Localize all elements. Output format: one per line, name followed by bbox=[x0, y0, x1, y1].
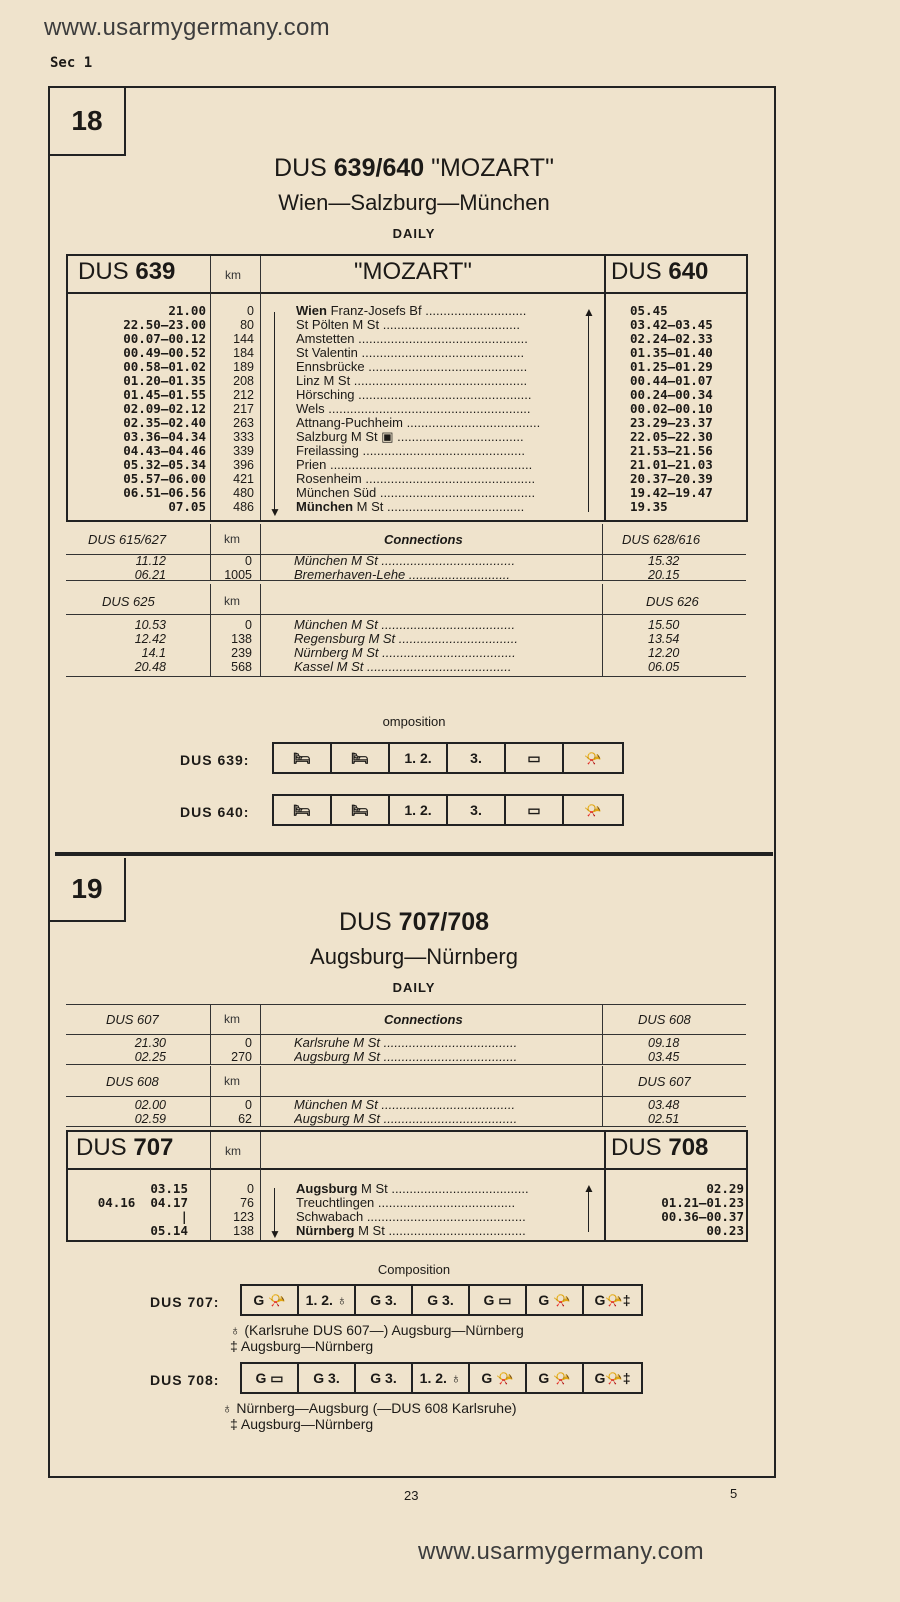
s19-right-times: 02.29 01.21—01.23 00.36—00.37 00.23 bbox=[661, 1181, 744, 1238]
s18-station-row bbox=[296, 500, 576, 514]
watermark-top: www.usarmygermany.com bbox=[44, 14, 330, 41]
s18-station-row bbox=[296, 416, 576, 430]
station-name: St Pölten M St ...................................... bbox=[296, 318, 520, 332]
s18-down-arrow-head: ▼ bbox=[269, 505, 281, 519]
coach-cell: 📯 bbox=[584, 801, 602, 818]
section-number-18: 18 bbox=[50, 88, 126, 156]
s18-station-row bbox=[296, 458, 576, 472]
s19-title: DUS 707/708 bbox=[338, 908, 490, 936]
s18-down-arrow bbox=[274, 312, 275, 512]
station-name: Rosenheim ............................................... bbox=[296, 472, 536, 486]
s18-main-table bbox=[66, 254, 748, 522]
station-name-bold: Augsburg bbox=[296, 1182, 358, 1196]
coach-cell: G 📯 bbox=[527, 1286, 584, 1314]
coach-cell: G 3. bbox=[413, 1286, 470, 1314]
s18-conn1-station-row: München M St ..................................... bbox=[294, 554, 516, 568]
s19-station-list bbox=[296, 1182, 576, 1238]
coach-cell: ▭ bbox=[506, 796, 564, 824]
s19-station-row bbox=[296, 1224, 576, 1238]
s18-conn2-right-header: DUS 626 bbox=[646, 594, 699, 609]
s18-conn2-left-times: 10.53 12.42 14.1 20.48 bbox=[134, 618, 166, 674]
s19-comp2-cars bbox=[240, 1362, 643, 1394]
s18-conn2-station-row: Nürnberg M St ..................................... bbox=[294, 646, 516, 660]
page-number: 23 bbox=[404, 1488, 419, 1503]
s18-comp2-label: DUS 640: bbox=[180, 804, 250, 820]
s18-station-row bbox=[296, 472, 576, 486]
s19-conn1-station-row: Karlsruhe M St ..................................... bbox=[294, 1036, 518, 1050]
s18-conn1-right-header: DUS 628/616 bbox=[622, 532, 701, 547]
section-label: Sec 1 bbox=[50, 55, 93, 71]
s19-connections-2 bbox=[66, 1066, 748, 1128]
s18-mid-header: "MOZART" bbox=[354, 258, 472, 285]
coach-cell: G📯‡ bbox=[594, 1369, 631, 1386]
s19-up-arrow-head: ▲ bbox=[583, 1181, 595, 1195]
s18-title: DUS 639/640 "MOZART" bbox=[274, 154, 554, 182]
s19-left-times: 03.15 04.16 04.17 | 05.14 bbox=[97, 1181, 188, 1238]
s19-km: 0 76 123 138 bbox=[233, 1182, 254, 1238]
s18-conn2-km-header: km bbox=[224, 594, 240, 608]
s18-km-header: km bbox=[225, 268, 241, 282]
s19-comp2-label: DUS 708: bbox=[150, 1372, 220, 1388]
s19-conn2-right-times: 03.48 02.51 bbox=[648, 1098, 680, 1126]
coach-cell: 🛏 bbox=[332, 796, 390, 824]
s18-station-row bbox=[296, 332, 576, 346]
s19-station-row bbox=[296, 1182, 576, 1196]
station-name: Ennsbrücke ............................................ bbox=[296, 360, 528, 374]
coach-cell: 1. 2. bbox=[390, 744, 448, 772]
s18-conn2-left-header: DUS 625 bbox=[102, 594, 155, 609]
s18-station-row bbox=[296, 346, 576, 360]
s19-conn1-stations bbox=[294, 1036, 574, 1064]
coach-cell: 3. bbox=[448, 796, 506, 824]
s18-km: 0 80 144 184 189 208 212 217 263 333 339 396 421 480 486 bbox=[233, 304, 254, 514]
coach-cell: G📯‡ bbox=[594, 1291, 631, 1308]
s18-station-list bbox=[296, 304, 576, 514]
s19-station-row bbox=[296, 1196, 576, 1210]
s18-conn1-left-header: DUS 615/627 bbox=[88, 532, 167, 547]
s18-left-times: 21.00 22.50—23.00 00.07—00.12 00.49—00.52 00.58—01.02 01.20—01.35 01.45—01.55 02.09—02.12 02.35—02.40 03.36—04.34 04.43—04.46 05.32—05.34 05.57—06.00 06.51—06.56 07.05 bbox=[123, 303, 206, 514]
station-name: Freilassing ............................................. bbox=[296, 444, 525, 458]
s19-conn1-left-header: DUS 607 bbox=[106, 1012, 159, 1027]
s18-conn2-station-row: Regensburg M St ................................. bbox=[294, 632, 518, 646]
s19-note-2a: ♁ Nürnberg—Augsburg (—DUS 608 Karlsruhe) bbox=[222, 1400, 517, 1416]
s18-conn1-right-times: 15.32 20.15 bbox=[648, 554, 680, 582]
s18-station-row bbox=[296, 360, 576, 374]
station-name: St Valentin ............................................. bbox=[296, 346, 525, 360]
s19-conn1-left-times: 21.30 02.25 bbox=[134, 1036, 166, 1064]
station-name: M St ...................................... bbox=[354, 1224, 526, 1238]
s19-conn2-station-row: München M St ..................................... bbox=[294, 1098, 516, 1112]
s19-connections-1 bbox=[66, 1004, 748, 1066]
s19-main-table bbox=[66, 1130, 748, 1242]
s18-connections-1 bbox=[66, 524, 748, 582]
s19-conn2-km-header: km bbox=[224, 1074, 240, 1088]
s19-conn2-km: 0 62 bbox=[238, 1098, 252, 1126]
s19-down-arrow-head: ▼ bbox=[269, 1227, 281, 1241]
page-mark: 5 bbox=[730, 1486, 738, 1501]
s19-conn1-km-header: km bbox=[224, 1012, 240, 1026]
s19-comp1-cars bbox=[240, 1284, 643, 1316]
station-name: München Süd ........................................... bbox=[296, 486, 536, 500]
s18-comp1-cars bbox=[272, 742, 624, 774]
s18-station-row bbox=[296, 388, 576, 402]
s19-conn2-stations bbox=[294, 1098, 574, 1126]
s18-station-row bbox=[296, 486, 576, 500]
s18-station-row bbox=[296, 444, 576, 458]
s19-comp1-label: DUS 707: bbox=[150, 1294, 220, 1310]
s19-daily: DAILY bbox=[392, 980, 436, 995]
station-name: M St ...................................... bbox=[357, 1182, 529, 1196]
coach-cell: G 📯 bbox=[242, 1286, 299, 1314]
s19-right-header: DUS 708 bbox=[611, 1134, 709, 1161]
s18-station-row bbox=[296, 304, 576, 318]
s18-conn1-station-row: Bremerhaven-Lehe ............................ bbox=[294, 568, 511, 582]
s19-composition-title: Composition bbox=[377, 1262, 451, 1277]
s19-conn2-left-header: DUS 608 bbox=[106, 1074, 159, 1089]
s18-conn2-km: 0 138 239 568 bbox=[231, 618, 252, 674]
station-name-bold: Nürnberg bbox=[296, 1224, 355, 1238]
station-name: Salzburg M St ▣ ................................... bbox=[296, 430, 524, 444]
station-name-bold: München bbox=[296, 500, 354, 514]
s19-conn1-mid-header: Connections bbox=[384, 1012, 463, 1027]
s18-conn1-mid-header: Connections bbox=[384, 532, 463, 547]
s18-conn1-km-header: km bbox=[224, 532, 240, 546]
s18-conn2-station-row: München M St ..................................... bbox=[294, 618, 516, 632]
station-name: Linz M St ................................................ bbox=[296, 374, 528, 388]
station-name: M St ...................................... bbox=[353, 500, 525, 514]
coach-cell: G 3. bbox=[356, 1286, 413, 1314]
s19-route: Augsburg—Nürnberg bbox=[310, 944, 518, 969]
station-name: Hörsching ................................................ bbox=[296, 388, 532, 402]
s18-right-header: DUS 640 bbox=[611, 258, 709, 285]
s18-conn1-left-times: 11.12 06.21 bbox=[134, 554, 166, 582]
s19-conn1-right-times: 09.18 03.45 bbox=[648, 1036, 680, 1064]
s19-left-header: DUS 707 bbox=[76, 1134, 174, 1161]
coach-cell: 3. bbox=[448, 744, 506, 772]
station-name: Wels ........................................................ bbox=[296, 402, 531, 416]
s19-down-arrow bbox=[274, 1188, 275, 1232]
s18-connections-2 bbox=[66, 584, 748, 682]
s19-conn1-station-row: Augsburg M St ..................................... bbox=[294, 1050, 518, 1064]
coach-cell: 📯 bbox=[584, 749, 602, 766]
s18-left-header: DUS 639 bbox=[78, 258, 176, 285]
s18-up-arrow bbox=[588, 312, 589, 512]
watermark-bottom: www.usarmygermany.com bbox=[418, 1538, 704, 1565]
s19-note-2b: ‡ Augsburg—Nürnberg bbox=[230, 1416, 374, 1432]
station-name: Amstetten ............................................... bbox=[296, 332, 528, 346]
station-name-bold: Wien bbox=[296, 304, 327, 318]
s18-station-row bbox=[296, 402, 576, 416]
s18-daily: DAILY bbox=[392, 226, 436, 241]
section-number-19: 19 bbox=[50, 858, 126, 922]
station-name: Attnang-Puchheim ..................................... bbox=[296, 416, 541, 430]
s18-comp2-cars bbox=[272, 794, 624, 826]
s18-conn2-right-times: 15.50 13.54 12.20 06.05 bbox=[648, 618, 680, 674]
coach-cell: G 📯 bbox=[527, 1364, 584, 1392]
s19-note-1b: ‡ Augsburg—Nürnberg bbox=[230, 1338, 374, 1354]
coach-cell: 🛏 bbox=[332, 744, 390, 772]
s18-station-row bbox=[296, 318, 576, 332]
s19-conn2-right-header: DUS 607 bbox=[638, 1074, 691, 1089]
coach-cell: 1. 2. bbox=[390, 796, 448, 824]
s18-up-arrow-head: ▲ bbox=[583, 305, 595, 319]
s18-route: Wien—Salzburg—München bbox=[278, 190, 550, 215]
s19-conn1-km: 0 270 bbox=[231, 1036, 252, 1064]
station-name: Treuchtlingen ...................................... bbox=[296, 1196, 516, 1210]
s18-station-row bbox=[296, 430, 576, 444]
coach-cell: G ▭ bbox=[470, 1286, 527, 1314]
station-name: Prien ........................................................ bbox=[296, 458, 533, 472]
s19-conn1-right-header: DUS 608 bbox=[638, 1012, 691, 1027]
section-divider bbox=[55, 852, 773, 856]
s18-conn1-stations bbox=[294, 554, 574, 582]
coach-cell: 🛏 bbox=[274, 744, 332, 772]
s18-right-times: 05.45 03.42—03.45 02.24—02.33 01.35—01.40 01.25—01.29 00.44—01.07 00.24—00.34 00.02—00.10 23.29—23.37 22.05—22.30 21.53—21.56 21.01—21.03 20.37—20.39 19.42—19.47 19.35 bbox=[630, 303, 713, 514]
coach-cell: G 3. bbox=[299, 1364, 356, 1392]
coach-cell: G 📯 bbox=[470, 1364, 527, 1392]
s18-conn2-station-row: Kassel M St ........................................ bbox=[294, 660, 512, 674]
s18-composition-title: omposition bbox=[382, 714, 446, 729]
s18-station-row bbox=[296, 374, 576, 388]
s19-note-1a: ♁ (Karlsruhe DUS 607—) Augsburg—Nürnberg bbox=[230, 1322, 524, 1338]
s18-comp1-label: DUS 639: bbox=[180, 752, 250, 768]
station-name: Franz-Josefs Bf ............................ bbox=[326, 304, 527, 318]
coach-cell: 🛏 bbox=[274, 796, 332, 824]
page-frame bbox=[48, 86, 776, 1478]
coach-cell: 1. 2. ♁ bbox=[413, 1364, 470, 1392]
coach-cell: 1. 2. ♁ bbox=[299, 1286, 356, 1314]
s18-conn1-km: 0 1005 bbox=[224, 554, 252, 582]
coach-cell: ▭ bbox=[506, 744, 564, 772]
coach-cell: G 3. bbox=[356, 1364, 413, 1392]
s18-conn2-stations bbox=[294, 618, 574, 674]
station-name: Schwabach ............................................ bbox=[296, 1210, 526, 1224]
s19-conn2-station-row: Augsburg M St ..................................... bbox=[294, 1112, 518, 1126]
coach-cell: G ▭ bbox=[242, 1364, 299, 1392]
s19-conn2-left-times: 02.00 02.59 bbox=[134, 1098, 166, 1126]
s19-km-header: km bbox=[225, 1144, 241, 1158]
s19-station-row bbox=[296, 1210, 576, 1224]
